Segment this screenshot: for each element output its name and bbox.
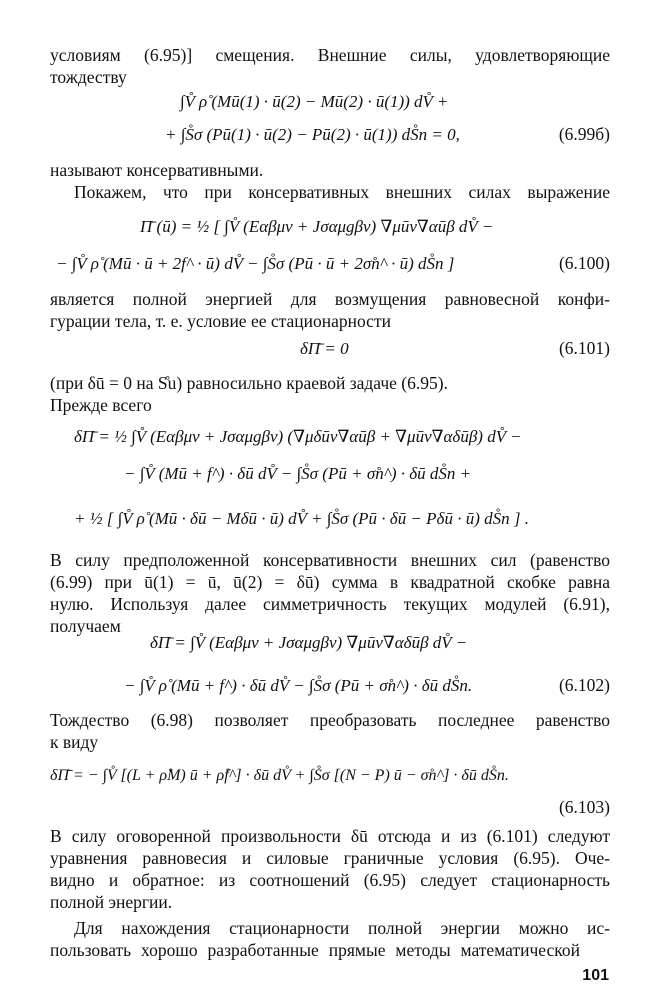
equation-number: (6.102) [558, 675, 610, 695]
formula-line: + ∫S̊σ (Pū(1) · ū(2) − Pū(2) · ū(1)) dS̊n = 0, [165, 125, 460, 144]
text-line: видно и обратное: из соотношений (6.95) следует стационарность [50, 870, 610, 890]
text-line: Покажем, что при консервативных внешних силах выражение [74, 182, 610, 202]
text-line: нулю. Используя далее симметричность текущих модулей (6.91), [50, 594, 610, 614]
formula-line: − ∫V̊ (Mū + f^) · δū dV̊ − ∫S̊σ (Pū + σ̊n^) · δū dS̊n + [124, 464, 472, 483]
formula-line: + ½ [ ∫V̊ ρ̊ (Mū · δū − Mδū · ū) dV̊ + ∫S̊σ (Pū · δū − Pδū · ū) dS̊n ] . [74, 509, 529, 528]
equation-number: (6.103) [558, 797, 610, 817]
equation-number: (6.99б) [558, 124, 610, 144]
text-line: В силу оговоренной произвольности δū отсюда и из (6.101) следуют [50, 826, 610, 846]
text-line: получаем [50, 616, 121, 636]
text-line: уравнения равновесия и силовые граничные условия (6.95). Оче- [50, 848, 610, 868]
text-line: тождеству [50, 67, 127, 87]
text-line: (при δū = 0 на S̊u) равносильно краевой задаче (6.95). [50, 373, 448, 393]
text-line: гурации тела, т. е. условие ее стационарности [50, 311, 391, 331]
text-line: Тождество (6.98) позволяет преобразовать последнее равенство [50, 710, 610, 730]
text-line: называют консервативными. [50, 160, 264, 180]
equation-number: (6.101) [558, 338, 610, 358]
text-line: Для нахождения стационарности полной энергии можно ис- [74, 918, 610, 938]
page-number: 101 [582, 967, 609, 984]
text-line: пользовать хорошо разработанные прямые методы математической [50, 940, 580, 960]
equation-number: (6.100) [558, 253, 610, 273]
text-line: является полной энергией для возмущения равновесной конфи- [50, 289, 610, 309]
formula-line: ∫V̊ ρ̊ (Mū(1) · ū(2) − Mū(2) · ū(1)) dV̊ + [180, 92, 449, 111]
text-line: к виду [50, 732, 99, 752]
text-line: полной энергии. [50, 892, 173, 912]
formula-line: δΠ̄ = 0 [300, 339, 349, 358]
formula-line: δΠ̄ = ½ ∫V̊ (Eαβμν + Jσαμgβν) (∇μδūν∇αūβ + ∇μūν∇αδūβ) dV̊ − [74, 427, 522, 446]
formula-line: Π̄ (ū) = ½ [ ∫V̊ (Eαβμν + Jσαμgβν) ∇μūν∇αūβ dV̊ − [140, 217, 494, 236]
formula-line: − ∫V̊ ρ̊ (Mū + f^) · δū dV̊ − ∫S̊σ (Pū + σ̊n^) · δū dS̊n. [124, 676, 473, 695]
formula-line: δΠ̄ = ∫V̊ (Eαβμν + Jσαμgβν) ∇μūν∇αδūβ dV̊ − [150, 633, 468, 652]
text-line: (6.99) при ū(1) = ū, ū(2) = δū) сумма в квадратной скобке равна [50, 572, 610, 592]
text-line: условиям (6.95)] смещения. Внешние силы, удовлетворяющие [50, 45, 610, 65]
formula-line: − ∫V̊ ρ̊ (Mū · ū + 2f^ · ū) dV̊ − ∫S̊σ (Pū · ū + 2σ̊n^ · ū) dS̊n ] [56, 254, 455, 273]
text-line: Прежде всего [50, 395, 152, 415]
text-line: В силу предположенной консервативности внешних сил (равенство [50, 550, 610, 570]
formula-line: δΠ̄ = − ∫V̊ [(L + ρ̊M) ū + ρ̊f^] · δū dV̊ + ∫S̊σ [(N − P) ū − σ̊n^] · δū dS̊n. [50, 767, 509, 784]
